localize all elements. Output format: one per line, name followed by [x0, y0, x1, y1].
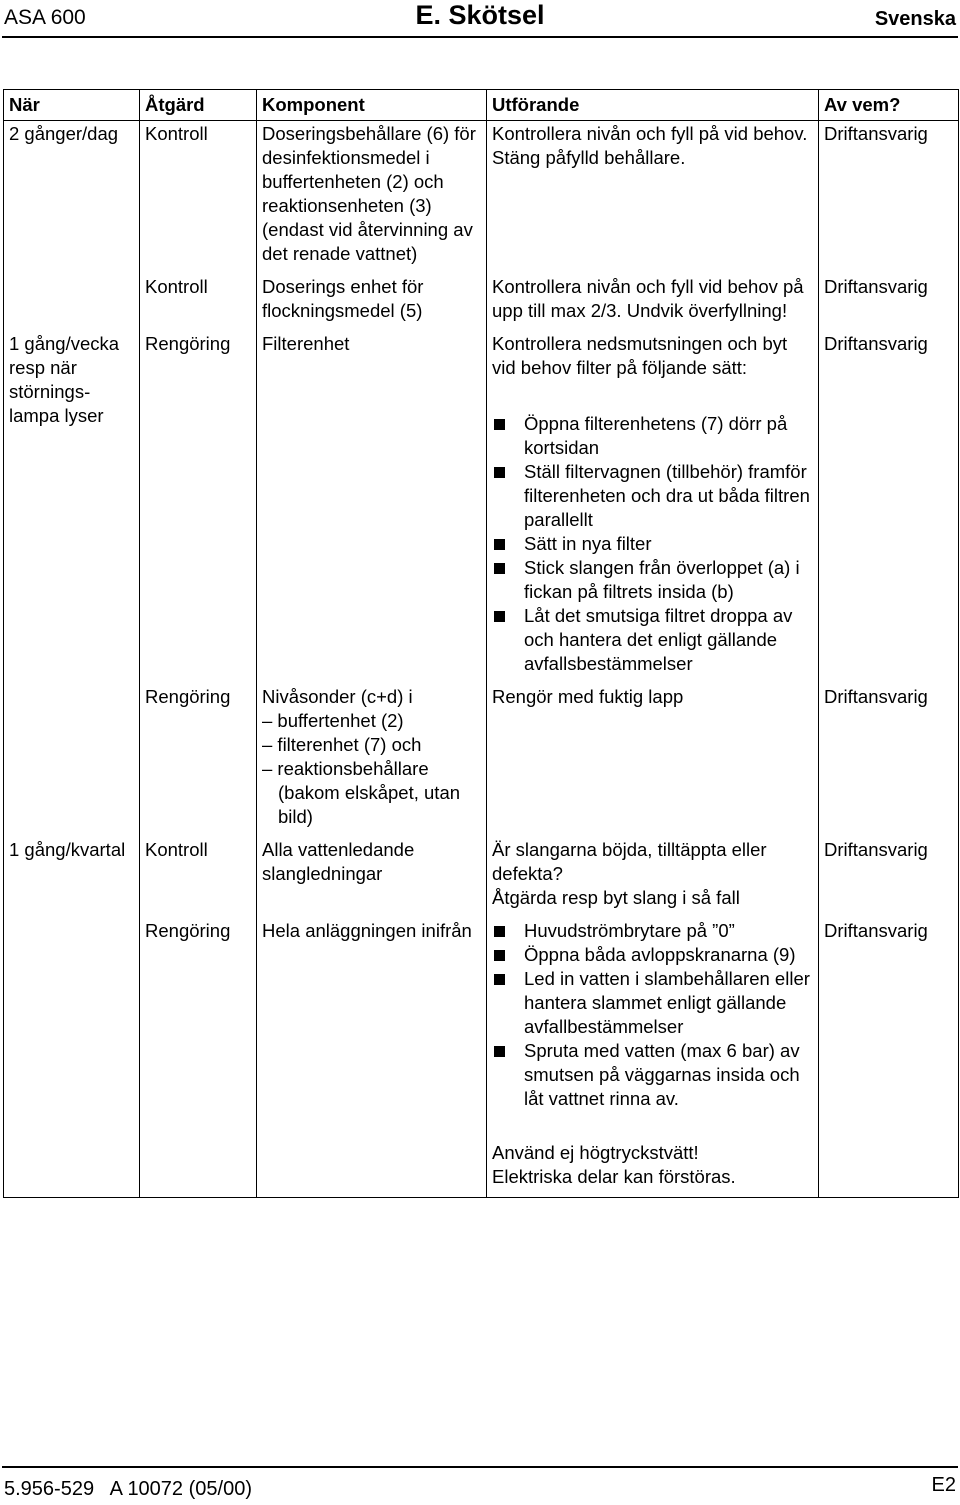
list-item: Led in vatten i slambehållaren eller hantera slammet enligt gällande avfallbestämmelser — [492, 967, 813, 1039]
bullet-icon — [494, 611, 505, 622]
cell-execution: Kontrollera nivån och fyll på vid behov. Stäng påfylld behållare. — [487, 121, 819, 275]
bullet-icon — [494, 539, 505, 550]
col-header-when: När — [4, 90, 140, 121]
cell-who: Driftansvarig — [819, 121, 959, 275]
list-item: Stick slangen från överloppet (a) i fickan på filtrets insida (b) — [492, 556, 813, 604]
cell-component: Doserings enhet för flockningsmedel (5) — [257, 274, 487, 331]
execution-line: Åtgärda resp byt slang i så fall — [492, 887, 740, 908]
language-label: Svenska — [874, 8, 956, 30]
cell-when — [4, 918, 140, 1198]
table-header-row — [4, 90, 959, 121]
col-header-action: Åtgärd — [140, 90, 257, 121]
cell-execution: Kontrollera nivån och fyll vid behov på upp till max 2/3. Undvik överfyllning! — [487, 274, 819, 331]
table-row — [4, 121, 959, 275]
cell-action: Kontroll — [140, 837, 257, 918]
execution-intro: Kontrollera nedsmutsningen och byt vid behov filter på följande sätt: — [492, 333, 788, 378]
col-header-execution: Utförande — [487, 90, 819, 121]
cell-who: Driftansvarig — [819, 331, 959, 684]
list-item: – reaktionsbehållare (bakom elskåpet, utan bild) — [262, 758, 461, 827]
bullet-icon — [494, 950, 505, 961]
table-row — [4, 331, 959, 684]
list-item: Spruta med vatten (max 6 bar) av smutsen på väggarnas insida och låt vattnet rinna av. — [492, 1039, 813, 1111]
bullet-icon — [494, 1046, 505, 1057]
footer-divider — [2, 1466, 958, 1468]
cell-when — [4, 684, 140, 837]
cell-action: Rengöring — [140, 684, 257, 837]
page-header — [0, 0, 960, 38]
document-number: 5.956-529 A 10072 (05/00) — [4, 1478, 252, 1500]
bullet-icon — [494, 926, 505, 937]
table-row — [4, 837, 959, 918]
warning-note: Använd ej högtryckstvätt! — [492, 1142, 699, 1163]
list-item: Ställ filtervagnen (tillbehör) framför filterenheten och dra ut båda filtren parallellt — [492, 460, 813, 532]
cell-action: Kontroll — [140, 274, 257, 331]
list-item: – buffertenhet (2) — [262, 710, 404, 731]
bullet-icon — [494, 467, 505, 478]
cleaning-steps-list — [492, 919, 813, 1111]
maintenance-table — [3, 89, 959, 1198]
component-intro: Nivåsonder (c+d) i — [262, 686, 413, 707]
cell-execution: Rengör med fuktig lapp — [487, 684, 819, 837]
col-header-who: Av vem? — [819, 90, 959, 121]
cell-execution — [487, 918, 819, 1198]
list-item: Öppna filterenhetens (7) dörr på kortsidan — [492, 412, 813, 460]
cell-execution — [487, 331, 819, 684]
bullet-icon — [494, 563, 505, 574]
page-number: E2 — [931, 1474, 956, 1496]
cell-action: Rengöring — [140, 331, 257, 684]
header-divider — [2, 36, 958, 38]
section-title: E. Skötsel — [415, 0, 545, 30]
table-row — [4, 274, 959, 331]
cell-action: Kontroll — [140, 121, 257, 275]
bullet-icon — [494, 974, 505, 985]
list-item: Låt det smutsiga filtret droppa av och hantera det enligt gällande avfallsbestämmelser — [492, 604, 813, 676]
cell-when: 1 gång/kvartal — [4, 837, 140, 918]
list-item: Öppna båda avloppskranarna (9) — [492, 943, 813, 967]
cell-when: 2 gånger/dag — [4, 121, 140, 275]
model-label: ASA 600 — [4, 6, 86, 29]
list-item: Sätt in nya filter — [492, 532, 813, 556]
cell-who: Driftansvarig — [819, 918, 959, 1198]
cell-execution — [487, 837, 819, 918]
col-header-component: Komponent — [257, 90, 487, 121]
table-row — [4, 918, 959, 1198]
list-item: – filterenhet (7) och — [262, 734, 422, 755]
cell-action: Rengöring — [140, 918, 257, 1198]
cell-component: Filterenhet — [257, 331, 487, 684]
execution-line: Är slangarna böjda, tilltäppta eller defekta? — [492, 839, 767, 884]
cell-component: Alla vattenledande slangledningar — [257, 837, 487, 918]
cell-component: Doseringsbehållare (6) för desinfektionsmedel i buffertenheten (2) och reaktionsenheten (3) (endast vid återvinning av det renade vattnet) — [257, 121, 487, 275]
cell-who: Driftansvarig — [819, 837, 959, 918]
cell-component: Hela anläggningen inifrån — [257, 918, 487, 1198]
filter-steps-list — [492, 412, 813, 676]
cell-component — [257, 684, 487, 837]
cell-who: Driftansvarig — [819, 684, 959, 837]
cell-when: 1 gång/vecka resp när störnings-lampa lyser — [4, 331, 140, 684]
cell-when — [4, 274, 140, 331]
table-row — [4, 684, 959, 837]
bullet-icon — [494, 419, 505, 430]
warning-note: Elektriska delar kan förstöras. — [492, 1166, 736, 1187]
level-probe-list — [262, 709, 481, 829]
list-item: Huvudströmbrytare på ”0” — [492, 919, 813, 943]
cell-who: Driftansvarig — [819, 274, 959, 331]
